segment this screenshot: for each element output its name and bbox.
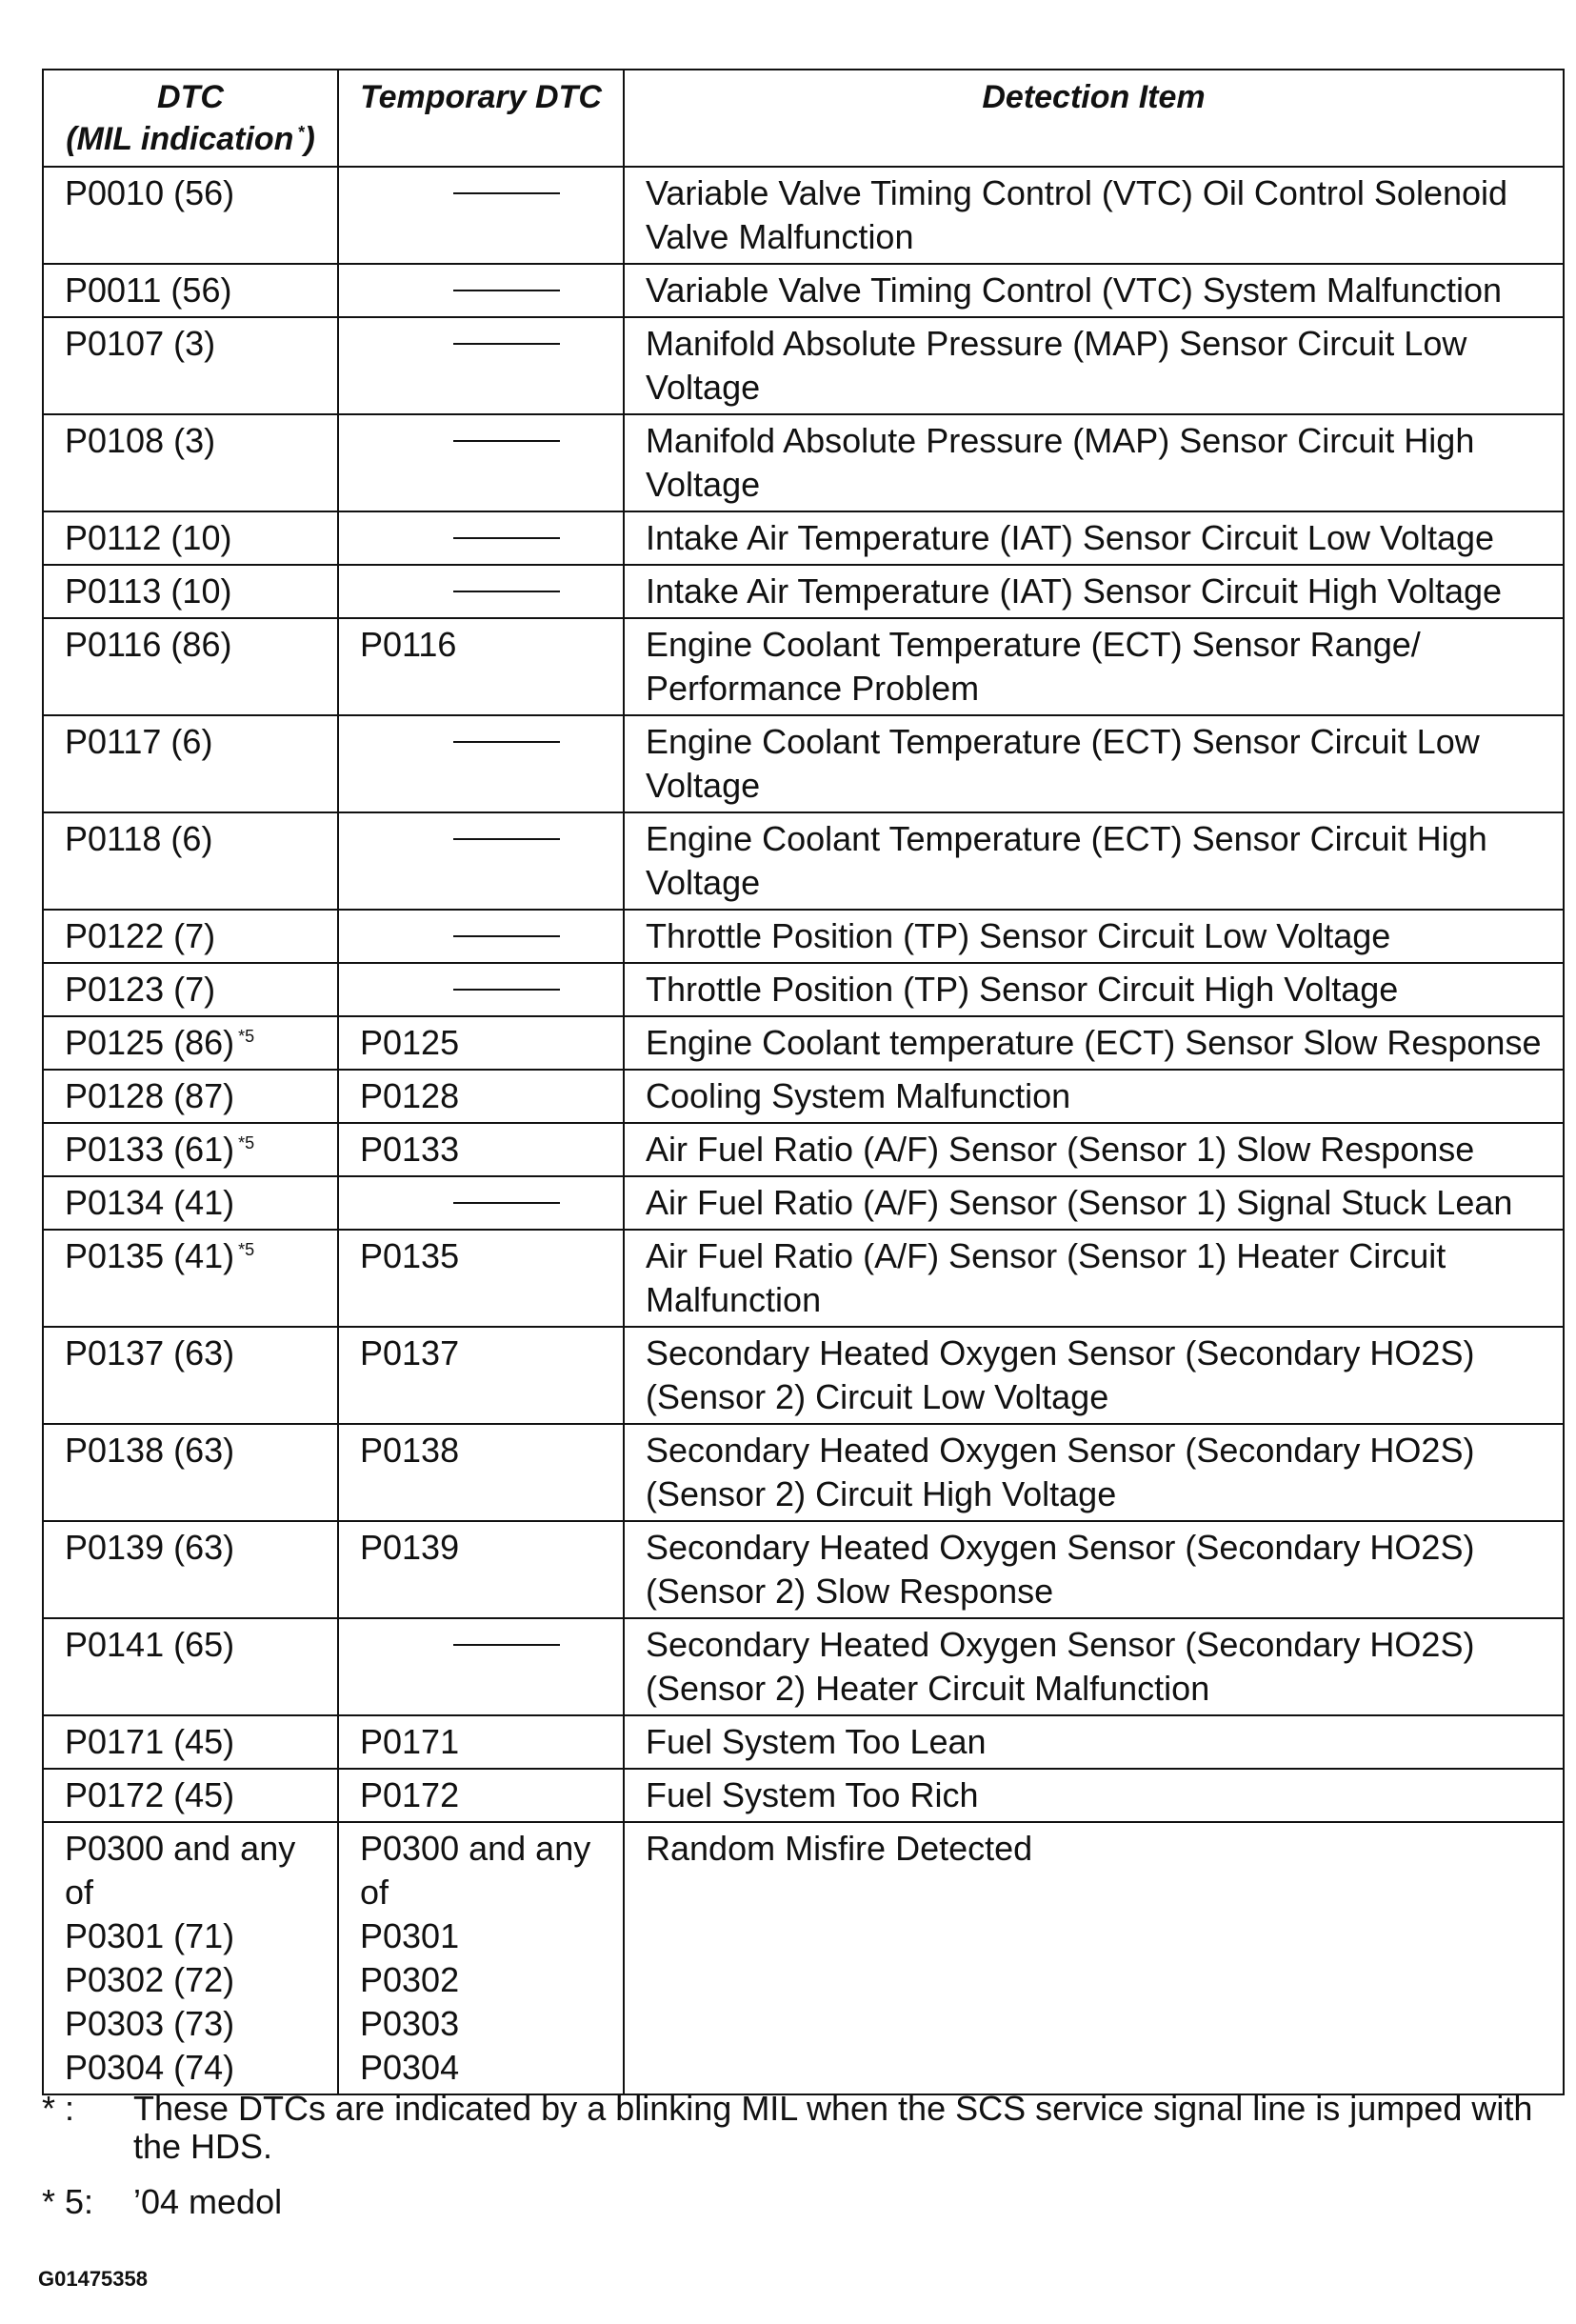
table-row (43, 1521, 1564, 1618)
dtc-code: P0123 (7) (65, 970, 216, 1009)
dtc-code: P0125 (86) (65, 1023, 235, 1062)
temporary-dtc-cell (338, 1327, 624, 1424)
detection-item-cell: Air Fuel Ratio (A/F) Sensor (Sensor 1) Heater Circuit Malfunction (624, 1230, 1564, 1327)
figure-code: G01475358 (38, 2267, 148, 2291)
temporary-dtc-cell (338, 264, 624, 317)
table-row (43, 812, 1564, 910)
dtc-cell (43, 812, 338, 910)
temporary-dtc-cell (338, 963, 624, 1016)
header-dtc-title: DTC (157, 79, 224, 115)
temporary-dtc-cell (338, 565, 624, 618)
table-row (43, 1822, 1564, 2094)
detection-item-cell: Variable Valve Timing Control (VTC) System Malfunction (624, 264, 1564, 317)
dtc-code: P0122 (7) (65, 916, 216, 955)
no-temporary-dtc-dash (453, 741, 560, 743)
table-row (43, 1618, 1564, 1715)
temporary-dtc-code: P0137 (360, 1333, 460, 1372)
no-temporary-dtc-dash (453, 989, 560, 991)
detection-item-cell: Secondary Heated Oxygen Sensor (Secondary HO2S) (Sensor 2) Heater Circuit Malfunction (624, 1618, 1564, 1715)
table-row (43, 317, 1564, 414)
temporary-dtc-cell (338, 1070, 624, 1123)
table-row (43, 1123, 1564, 1176)
temporary-dtc-cell (338, 910, 624, 963)
dtc-code: P0011 (56) (65, 270, 232, 310)
header-dtc-subtitle: (MIL indication (66, 121, 294, 157)
dtc-code: P0117 (6) (65, 722, 213, 761)
detection-item-cell: Intake Air Temperature (IAT) Sensor Circuit Low Voltage (624, 511, 1564, 565)
temporary-dtc-cell (338, 1230, 624, 1327)
table-header-row (43, 70, 1564, 167)
footnote-mark: * : (42, 2089, 75, 2128)
no-temporary-dtc-dash (453, 192, 560, 194)
header-detection-item: Detection Item (624, 70, 1564, 167)
dtc-code: P0116 (86) (65, 625, 232, 664)
dtc-code: P0138 (63) (65, 1431, 235, 1470)
temporary-dtc-code: P0138 (360, 1431, 460, 1470)
table-row (43, 1176, 1564, 1230)
detection-item-cell: Variable Valve Timing Control (VTC) Oil Control Solenoid Valve Malfunction (624, 167, 1564, 264)
dtc-code: P0108 (3) (65, 421, 216, 460)
table-row (43, 1424, 1564, 1521)
no-temporary-dtc-dash (453, 591, 560, 592)
dtc-cell (43, 1769, 338, 1822)
dtc-cell (43, 1123, 338, 1176)
temporary-dtc-code: P0171 (360, 1722, 460, 1761)
detection-item-cell: Air Fuel Ratio (A/F) Sensor (Sensor 1) Signal Stuck Lean (624, 1176, 1564, 1230)
header-temporary-dtc: Temporary DTC (338, 70, 624, 167)
detection-item-cell: Manifold Absolute Pressure (MAP) Sensor Circuit High Voltage (624, 414, 1564, 511)
dtc-cell (43, 1715, 338, 1769)
no-temporary-dtc-dash (453, 935, 560, 937)
dtc-cell (43, 1016, 338, 1070)
dtc-code: P0172 (45) (65, 1775, 235, 1814)
temporary-dtc-cell (338, 414, 624, 511)
no-temporary-dtc-dash (453, 1644, 560, 1646)
header-dtc-subtitle-close: ) (304, 121, 315, 157)
no-temporary-dtc-dash (453, 290, 560, 291)
footnotes (42, 2090, 1556, 2221)
temporary-dtc-code: P0135 (360, 1236, 460, 1275)
footnote-ref: *5 (238, 1027, 255, 1046)
table-row (43, 511, 1564, 565)
table-row (43, 1769, 1564, 1822)
dtc-cell (43, 1822, 338, 2094)
temporary-dtc-cell (338, 511, 624, 565)
temporary-dtc-code: P0133 (360, 1130, 460, 1169)
detection-item-cell: Fuel System Too Lean (624, 1715, 1564, 1769)
temporary-dtc-cell (338, 1016, 624, 1070)
footnote-text: ’04 medol (133, 2182, 283, 2221)
temporary-dtc-cell (338, 1822, 624, 2094)
dtc-code: P0107 (3) (65, 324, 216, 363)
table-row (43, 963, 1564, 1016)
temporary-dtc-cell (338, 715, 624, 812)
table-row (43, 414, 1564, 511)
no-temporary-dtc-dash (453, 1202, 560, 1204)
temporary-dtc-cell (338, 618, 624, 715)
dtc-cell (43, 1521, 338, 1618)
dtc-cell (43, 618, 338, 715)
dtc-code: P0112 (10) (65, 518, 232, 557)
dtc-cell (43, 1618, 338, 1715)
dtc-cell (43, 1176, 338, 1230)
temporary-dtc-code: P0116 (360, 625, 457, 664)
dtc-cell (43, 910, 338, 963)
detection-item-cell: Engine Coolant Temperature (ECT) Sensor Circuit Low Voltage (624, 715, 1564, 812)
no-temporary-dtc-dash (453, 343, 560, 345)
dtc-table (42, 69, 1565, 2095)
dtc-cell (43, 414, 338, 511)
no-temporary-dtc-dash (453, 537, 560, 539)
dtc-code: P0134 (41) (65, 1183, 235, 1222)
temporary-dtc-cell (338, 1123, 624, 1176)
dtc-cell (43, 1230, 338, 1327)
dtc-code: P0113 (10) (65, 571, 232, 611)
header-dtc (43, 70, 338, 167)
temporary-dtc-cell (338, 1424, 624, 1521)
detection-item-cell: Engine Coolant Temperature (ECT) Sensor Circuit High Voltage (624, 812, 1564, 910)
no-temporary-dtc-dash (453, 440, 560, 442)
dtc-cell (43, 1070, 338, 1123)
detection-item-cell: Throttle Position (TP) Sensor Circuit High Voltage (624, 963, 1564, 1016)
dtc-code: P0137 (63) (65, 1333, 235, 1372)
temporary-dtc-cell (338, 1176, 624, 1230)
detection-item-cell: Throttle Position (TP) Sensor Circuit Low Voltage (624, 910, 1564, 963)
temporary-dtc-code: P0125 (360, 1023, 460, 1062)
detection-item-cell: Engine Coolant temperature (ECT) Sensor Slow Response (624, 1016, 1564, 1070)
temporary-dtc-cell (338, 1715, 624, 1769)
footnote-ref: *5 (238, 1240, 255, 1259)
detection-item-cell: Secondary Heated Oxygen Sensor (Secondary HO2S) (Sensor 2) Circuit High Voltage (624, 1424, 1564, 1521)
detection-item-cell: Air Fuel Ratio (A/F) Sensor (Sensor 1) Slow Response (624, 1123, 1564, 1176)
dtc-cell (43, 167, 338, 264)
table-row (43, 910, 1564, 963)
table-row (43, 1070, 1564, 1123)
dtc-cell (43, 1424, 338, 1521)
detection-item-cell: Intake Air Temperature (IAT) Sensor Circuit High Voltage (624, 565, 1564, 618)
footnote-mil (42, 2090, 1556, 2166)
detection-item-cell: Secondary Heated Oxygen Sensor (Secondary HO2S) (Sensor 2) Slow Response (624, 1521, 1564, 1618)
temporary-dtc-cell (338, 1769, 624, 1822)
dtc-code: P0139 (63) (65, 1528, 235, 1567)
dtc-table-body (43, 167, 1564, 2094)
dtc-cell (43, 511, 338, 565)
dtc-code: P0300 and any of P0301 (71) P0302 (72) P0303 (73) P0304 (74) (65, 1829, 296, 2087)
dtc-code: P0010 (56) (65, 173, 235, 212)
no-temporary-dtc-dash (453, 838, 560, 840)
dtc-code: P0118 (6) (65, 819, 213, 858)
temporary-dtc-cell (338, 167, 624, 264)
dtc-cell (43, 1327, 338, 1424)
table-row (43, 264, 1564, 317)
dtc-cell (43, 715, 338, 812)
dtc-code: P0171 (45) (65, 1722, 235, 1761)
temporary-dtc-cell (338, 812, 624, 910)
detection-item-cell: Engine Coolant Temperature (ECT) Sensor Range/ Performance Problem (624, 618, 1564, 715)
temporary-dtc-cell (338, 317, 624, 414)
temporary-dtc-code: P0172 (360, 1775, 460, 1814)
dtc-cell (43, 264, 338, 317)
detection-item-cell: Secondary Heated Oxygen Sensor (Secondary HO2S) (Sensor 2) Circuit Low Voltage (624, 1327, 1564, 1424)
table-row (43, 618, 1564, 715)
temporary-dtc-code: P0128 (360, 1076, 460, 1115)
dtc-code: P0141 (65) (65, 1625, 235, 1664)
table-row (43, 1230, 1564, 1327)
dtc-code: P0133 (61) (65, 1130, 235, 1169)
dtc-cell (43, 317, 338, 414)
temporary-dtc-cell (338, 1618, 624, 1715)
table-row (43, 565, 1564, 618)
footnote-text: These DTCs are indicated by a blinking MIL when the SCS service signal line is jumped with the HDS. (133, 2089, 1533, 2166)
dtc-code: P0135 (41) (65, 1236, 235, 1275)
dtc-cell (43, 963, 338, 1016)
dtc-code: P0128 (87) (65, 1076, 235, 1115)
table-row (43, 715, 1564, 812)
detection-item-cell: Fuel System Too Rich (624, 1769, 1564, 1822)
table-row (43, 1327, 1564, 1424)
dtc-cell (43, 565, 338, 618)
temporary-dtc-code: P0139 (360, 1528, 460, 1567)
temporary-dtc-code: P0300 and any of P0301 P0302 P0303 P0304 (360, 1829, 591, 2087)
detection-item-cell: Random Misfire Detected (624, 1822, 1564, 2094)
detection-item-cell: Manifold Absolute Pressure (MAP) Sensor Circuit Low Voltage (624, 317, 1564, 414)
footnote-model (42, 2183, 1556, 2221)
header-dtc-footnote-mark: * (297, 122, 305, 142)
table-row (43, 1016, 1564, 1070)
footnote-ref: *5 (238, 1133, 255, 1152)
footnote-mark: * 5: (42, 2182, 94, 2221)
detection-item-cell: Cooling System Malfunction (624, 1070, 1564, 1123)
temporary-dtc-cell (338, 1521, 624, 1618)
table-row (43, 1715, 1564, 1769)
table-row (43, 167, 1564, 264)
